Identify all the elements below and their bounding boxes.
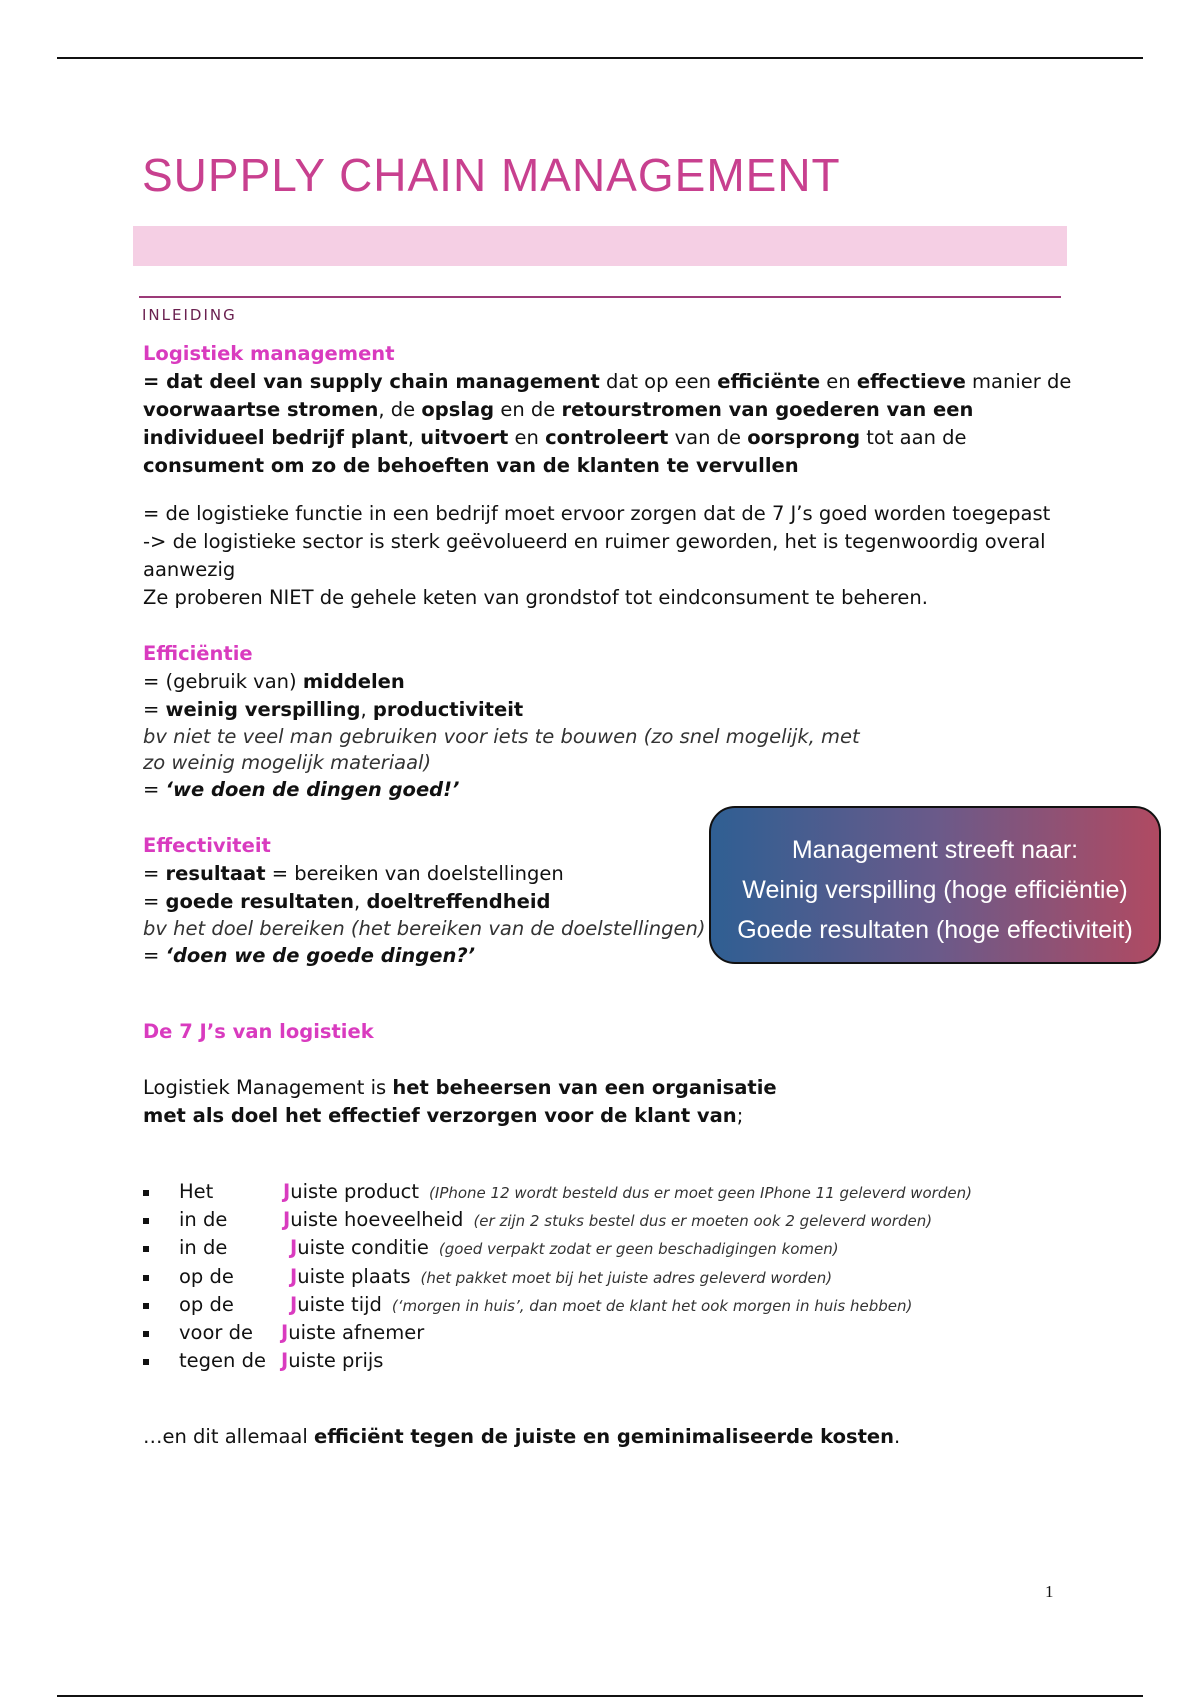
definition-run: = (143, 370, 167, 393)
list-item (143, 1347, 1073, 1375)
heading-efficientie: Efficiëntie (143, 642, 253, 665)
heading-logistiek-management: Logistiek management (143, 342, 395, 365)
list-item-term-rest: uiste afnemer (288, 1320, 425, 1344)
j-letter: J (290, 1236, 298, 1260)
callout-line: Weinig verspilling (hoge efficiëntie) (742, 876, 1128, 904)
efficientie-example: bv niet te veel man gebruiken voor iets te bouwen (zo snel mogelijk, met zo weinig mogelijk materiaal) (143, 725, 860, 774)
effectiviteit-line: = resultaat = bereiken van doelstellingen (143, 862, 564, 885)
list-item-preposition: op de (179, 1292, 234, 1316)
list-item-preposition: tegen de (179, 1349, 266, 1373)
list-item-term (281, 1347, 383, 1375)
effectiviteit-line: = goede resultaten, doeltreffendheid (143, 890, 551, 913)
definition-run: van de (668, 426, 748, 449)
j-letter: J (290, 1264, 298, 1288)
efficientie-line: = (gebruik van) middelen (143, 670, 405, 693)
list-item (143, 1206, 1073, 1234)
callout-line: Management streeft naar: (791, 836, 1079, 864)
page-number: 1 (1045, 1582, 1054, 1601)
closing-sentence: …en dit allemaal efficiënt tegen de juiste en geminimaliseerde kosten. (143, 1425, 901, 1449)
bullet-icon (143, 1190, 149, 1196)
list-item-preposition: op de (179, 1264, 234, 1288)
j-letter: J (283, 1180, 291, 1203)
logistiek-paragraph: = de logistieke functie in een bedrijf moet ervoor zorgen dat de 7 J’s goed worden toegepast (143, 502, 1051, 525)
logistiek-paragraph: Ze proberen NIET de gehele keten van grondstof tot eindconsument te beheren. (143, 586, 928, 609)
bottom-rule (57, 1695, 1143, 1697)
bullet-icon (143, 1303, 149, 1309)
list-item-note: (het pakket moet bij het juiste adres geleverd worden) (420, 1268, 833, 1287)
list-item-note: (goed verpakt zodat er geen beschadigingen komen) (438, 1240, 839, 1259)
list-item-term-rest: uiste prijs (288, 1349, 384, 1373)
definition-run: dat op een (599, 370, 718, 393)
definition-run: consument om zo de behoeften van de klanten te vervullen (143, 454, 799, 477)
definition-run: , (407, 426, 421, 449)
section-label: INLEIDING (142, 306, 237, 324)
list-item-note: (IPhone 12 wordt besteld dus er moet geen IPhone 11 geleverd worden) (429, 1184, 972, 1202)
list-item-term (283, 1206, 932, 1235)
definition-run: opslag (421, 398, 495, 421)
j-letter: J (290, 1292, 298, 1316)
heading-effectiviteit: Effectiviteit (143, 834, 271, 857)
list-item (143, 1319, 1073, 1347)
list-item-term (281, 1319, 424, 1347)
definition-run: effectieve (856, 370, 966, 393)
list-item-term-rest: uiste hoeveelheid (290, 1208, 464, 1232)
list-item-preposition: voor de (179, 1320, 253, 1344)
title-band (133, 226, 1067, 266)
list-item (143, 1178, 1073, 1206)
list-item-term-rest: uiste tijd (297, 1292, 382, 1316)
bullet-icon (143, 1218, 149, 1224)
bullet-icon (143, 1359, 149, 1365)
callout-line: Goede resultaten (hoge effectiviteit) (737, 916, 1133, 944)
definition-run: en de (494, 398, 562, 421)
list-item-term (290, 1263, 832, 1292)
heading-7-js: De 7 J’s van logistiek (143, 1020, 374, 1043)
list-item-term (290, 1291, 912, 1320)
definition-run: , de (378, 398, 422, 421)
efficientie-line: = weinig verspilling, productiviteit (143, 698, 524, 721)
logistiek-paragraph: -> de logistieke sector is sterk geëvolueerd en ruimer geworden, het is tegenwoordig overal aanwezig (143, 530, 1046, 581)
definition-run: controleert (545, 426, 669, 449)
list-item-note: (er zijn 2 stuks bestel dus er moeten ook 2 geleverd worden) (473, 1212, 933, 1231)
list-item-term-rest: uiste product (290, 1180, 420, 1203)
definition-run: efficiënte (717, 370, 821, 393)
list-item-preposition: in de (179, 1208, 228, 1232)
j-letter: J (281, 1320, 289, 1344)
effectiviteit-example: bv het doel bereiken (het bereiken van de doelstellingen) (143, 917, 706, 940)
definition-run: en (508, 426, 546, 449)
list-item (143, 1291, 1073, 1319)
list-item-preposition: Het (179, 1180, 214, 1203)
list-item (143, 1234, 1073, 1262)
definition-run: uitvoert (420, 426, 509, 449)
bullet-icon (143, 1275, 149, 1281)
document-title: SUPPLY CHAIN MANAGEMENT (142, 149, 841, 201)
list-item-term (283, 1178, 972, 1207)
list-item-term-rest: uiste conditie (297, 1236, 429, 1260)
definition-run: voorwaartse stromen (143, 398, 379, 421)
bullet-icon (143, 1331, 149, 1337)
seven-js-list (143, 1178, 1073, 1375)
list-item-note: (‘morgen in huis’, dan moet de klant het ook morgen in huis hebben) (391, 1296, 913, 1315)
efficientie-motto: = ‘we doen de dingen goed!’ (143, 778, 460, 801)
definition-run: oorsprong (747, 426, 861, 449)
definition-run: tot aan de (860, 426, 967, 449)
list-item-preposition: in de (179, 1236, 228, 1260)
definition-run: retourstromen van goederen van een individueel bedrijf plant (143, 398, 974, 449)
list-item (143, 1263, 1073, 1291)
top-rule (57, 57, 1143, 59)
j-letter: J (283, 1208, 291, 1232)
list-item-term-rest: uiste plaats (297, 1264, 411, 1288)
seven-js-intro: Logistiek Management is het beheersen van een organisatie met als doel het effectief verzorgen voor de klant van; (143, 1076, 777, 1127)
definition-run: dat deel van supply chain management (166, 370, 600, 393)
j-letter: J (281, 1349, 289, 1373)
section-rule (139, 296, 1061, 298)
definition-run: manier de (965, 370, 1072, 393)
effectiviteit-motto: = ‘doen we de goede dingen?’ (143, 944, 476, 967)
management-callout-box (709, 806, 1161, 964)
definition-run: en (820, 370, 857, 393)
logistiek-definition (143, 368, 1073, 480)
list-item-term (290, 1234, 839, 1263)
bullet-icon (143, 1246, 149, 1252)
